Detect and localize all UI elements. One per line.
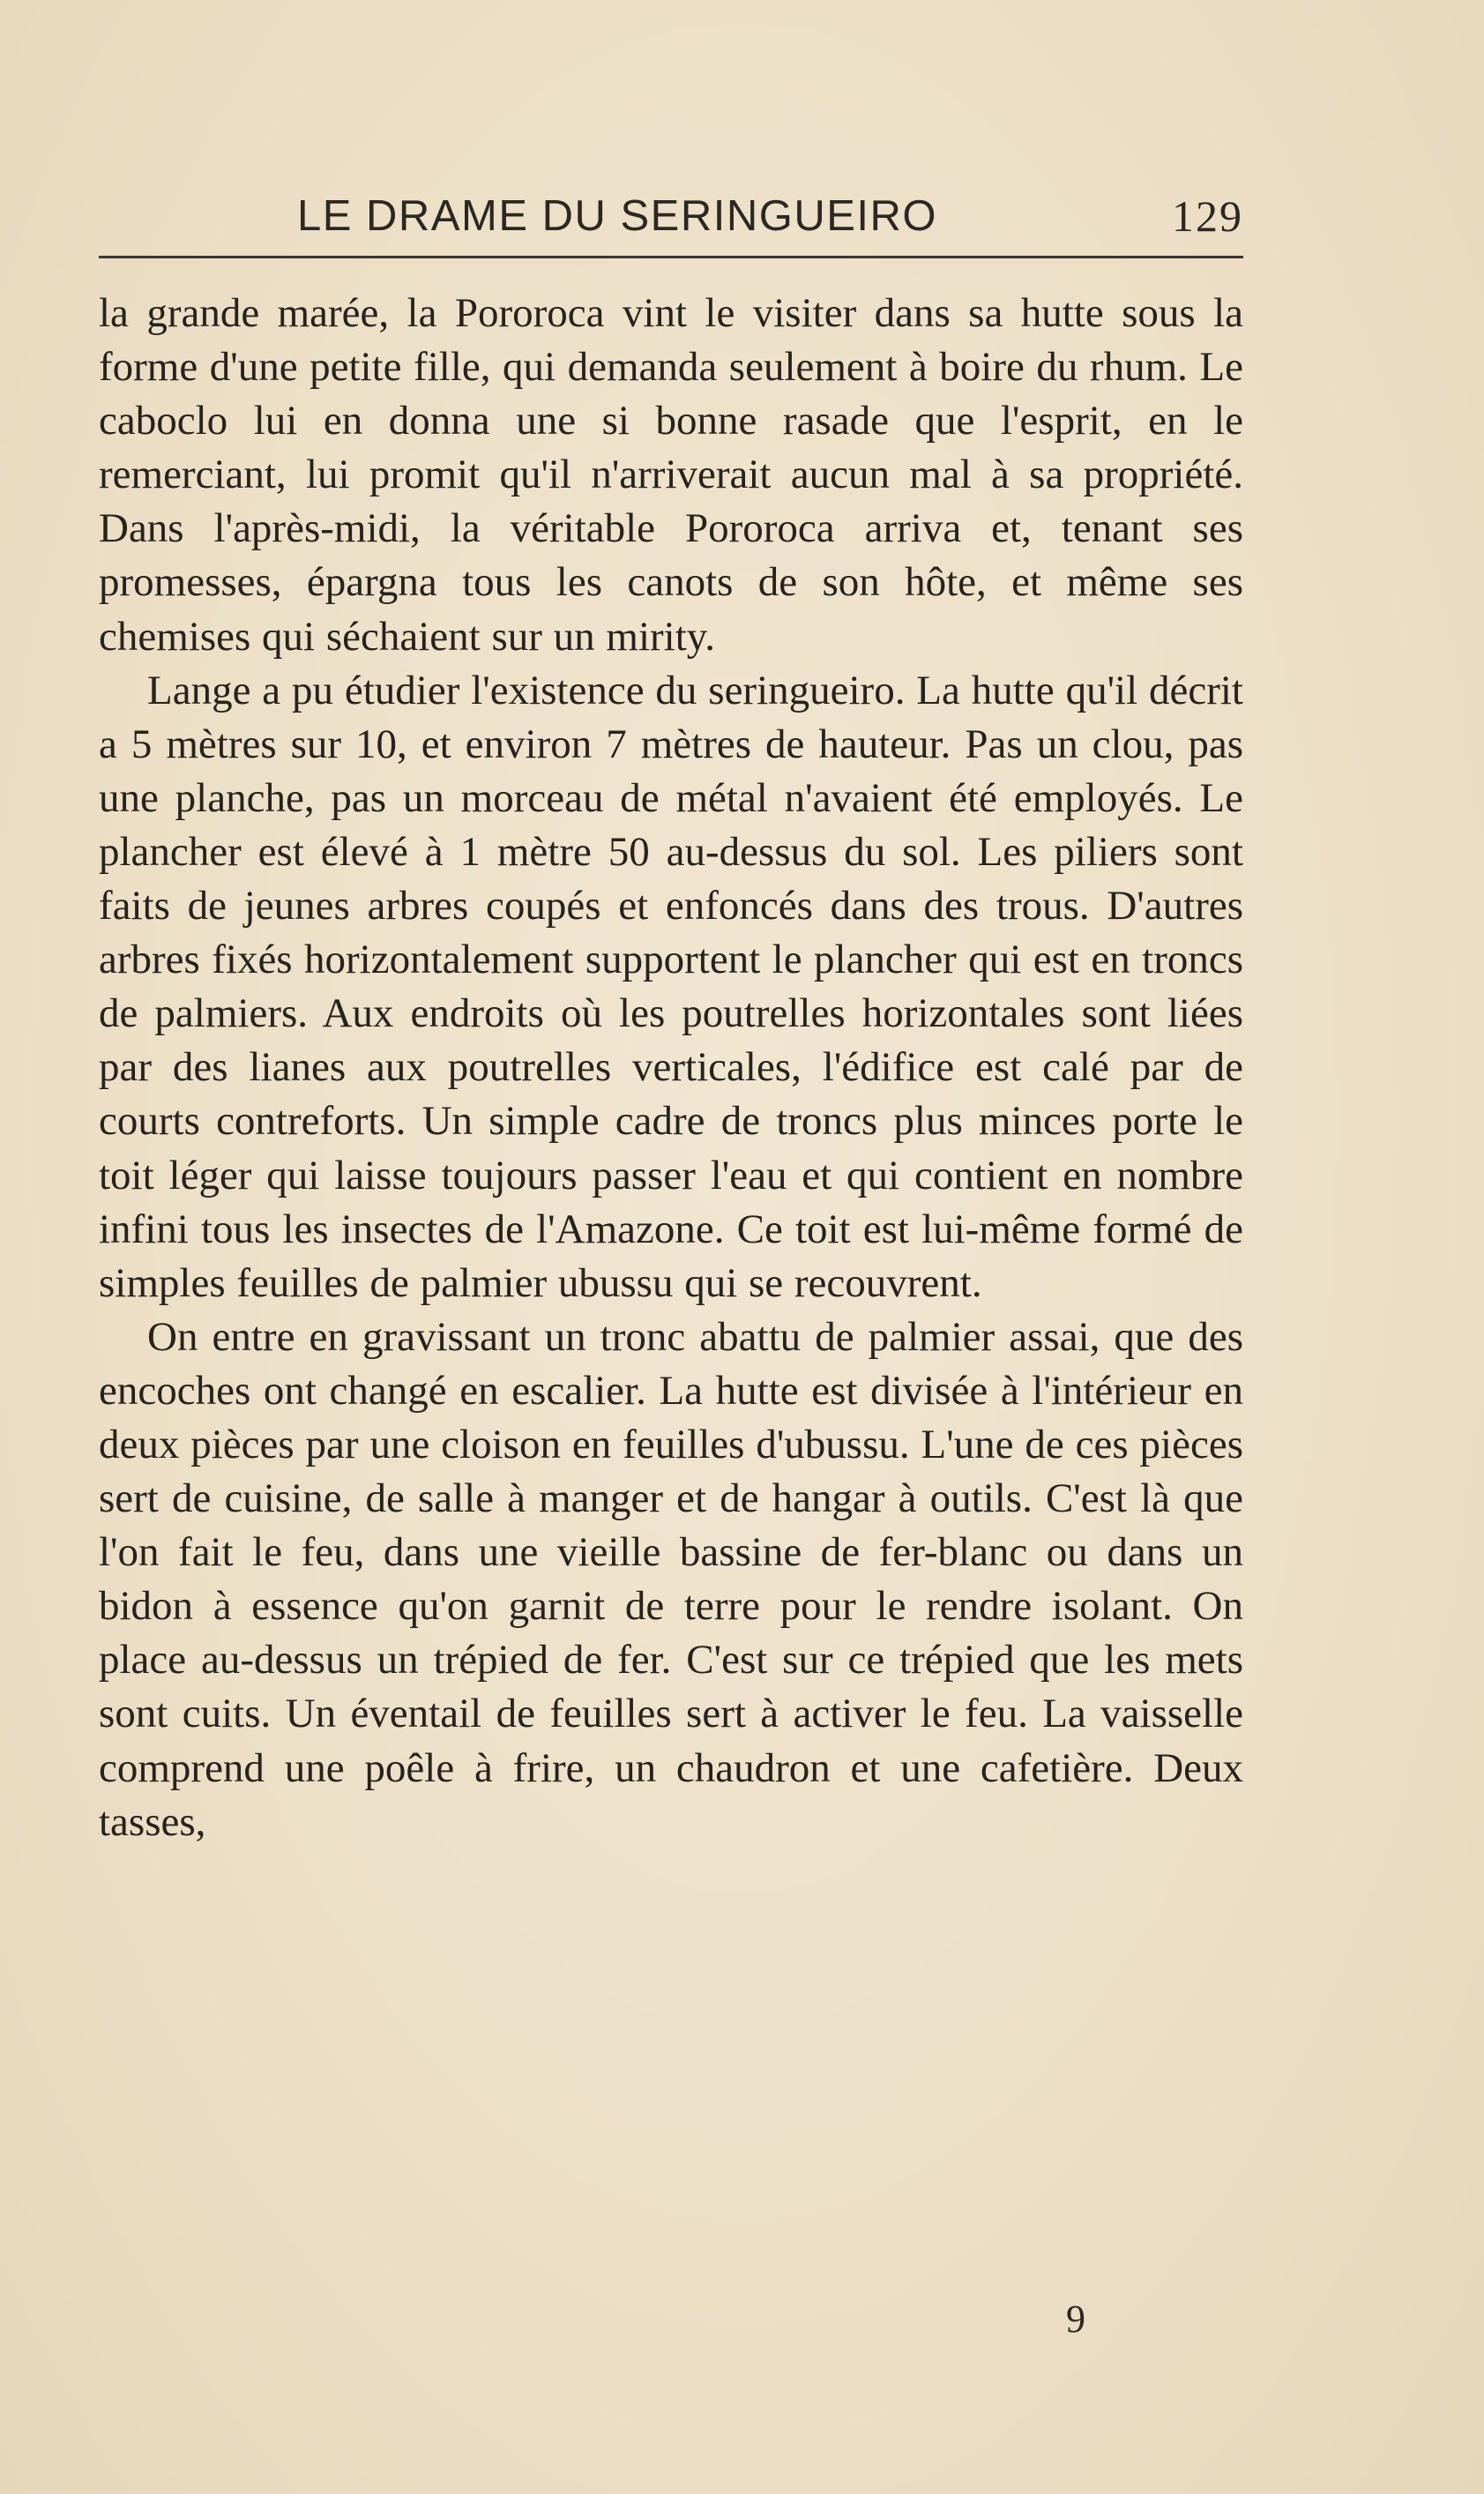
paragraph: la grande marée, la Pororoca vint le visiter dans sa hutte sous la forme d'une petite fille, qui demanda seulement à boire du rhum. Le caboclo lui en donna une si bonne rasade que l'esprit, en le remerciant, lui promit qu'il n'arriverait aucun mal à sa propriété. Dans l'après-midi, la véritable Pororoca arriva et, tenant ses promesses, épargna tous les canots de son hôte, et même ses chemises qui séchaient sur un mirity. [99,290,1243,660]
paragraph: On entre en gravissant un tronc abattu de palmier assai, que des encoches ont changé en escalier. La hutte est divisée à l'intérieur en deux pièces par une cloison en feuilles d'ubussu. L'une de ces pièces sert de cuisine, de salle à manger et de hangar à outils. C'est là que l'on fait le feu, dans une vieille bassine de fer-blanc ou dans un bidon à essence qu'on garnit de terre pour le rendre isolant. On place au-dessus un trépied de fer. C'est sur ce trépied que les mets sont cuits. Un éventail de feuilles sert à activer le feu. La vaisselle comprend une poêle à frire, un chaudron et une cafetière. Deux tasses, [99,1313,1243,1845]
page-header [99,185,1243,247]
header-rule [99,256,1243,258]
body-text [99,287,1243,1849]
running-title: LE DRAME DU SERINGUEIRO [297,192,938,240]
signature-mark: 9 [1066,2297,1085,2341]
paragraph: Lange a pu étudier l'existence du seringueiro. La hutte qu'il décrit a 5 mètres sur 10, et environ 7 mètres de hauteur. Pas un clou, pas une planche, pas un morceau de métal n'avaient été employés. Le plancher est élevé à 1 mètre 50 au-dessus du sol. Les piliers sont faits de jeunes arbres coupés et enfoncés dans des trous. D'autres arbres fixés horizontalement supportent le plancher qui est en troncs de palmiers. Aux endroits où les poutrelles horizontales sont liées par des lianes aux poutrelles verticales, l'édifice est calé par de courts contreforts. Un simple cadre de troncs plus minces porte le toit léger qui laisse toujours passer l'eau et qui contient en nombre infini tous les insectes de l'Amazone. Ce toit est lui-même formé de simples feuilles de palmier ubussu qui se recouvrent. [99,667,1243,1306]
page-number: 129 [1172,191,1243,241]
